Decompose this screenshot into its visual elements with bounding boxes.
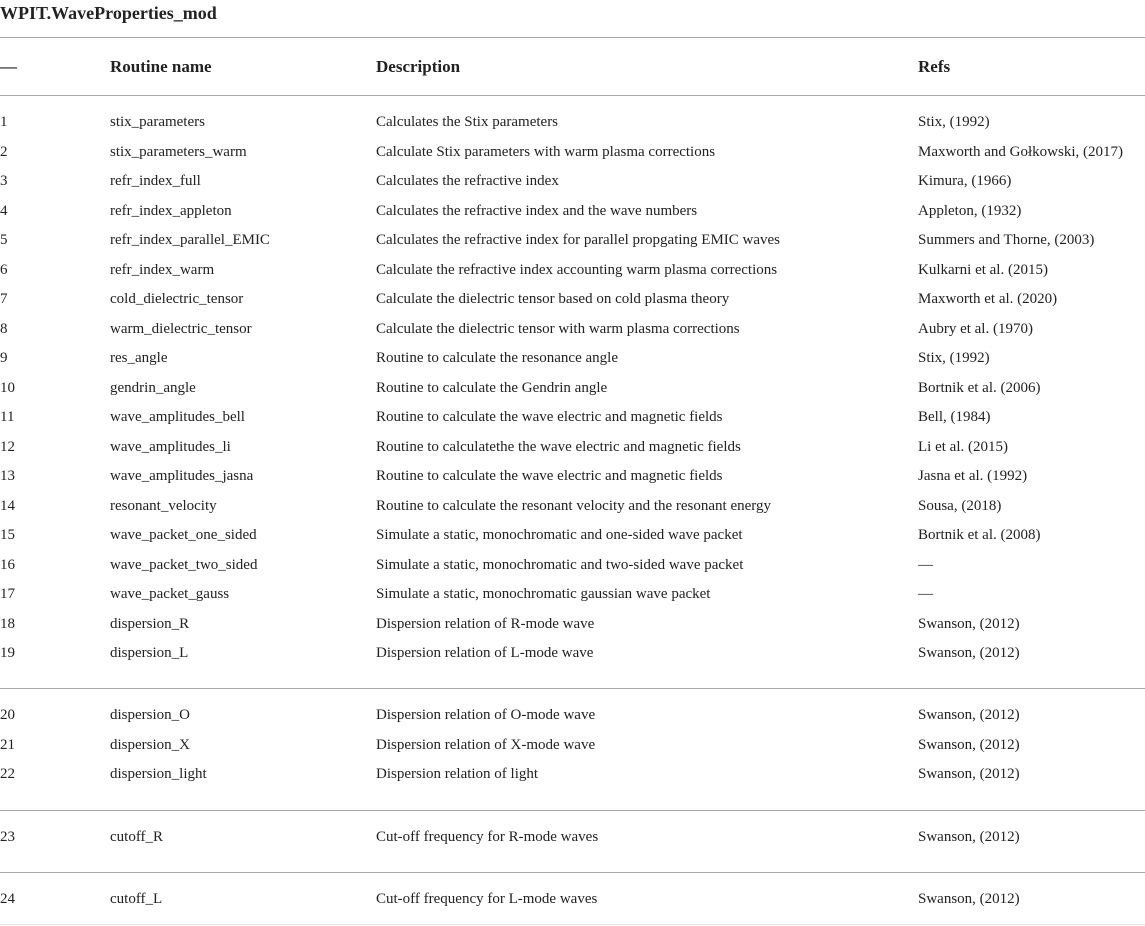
cell-description: Calculates the refractive index for parallel propgating EMIC waves [376,232,781,248]
table-row [0,167,1145,197]
table-row [0,521,1145,551]
cell-refs: Stix, (1992) [918,350,990,366]
cell-index: 12 [0,438,15,455]
cell-routine-name: cold_dielectric_tensor [110,291,244,307]
cell-description: Dispersion relation of O-mode wave [376,707,596,723]
table-row [0,374,1145,404]
table-group [0,810,1145,853]
cell-routine-name: wave_packet_one_sided [110,527,257,543]
cell-refs: Swanson, (2012) [918,891,1020,907]
cell-index: 6 [0,261,8,278]
table-row [0,256,1145,286]
header-description: Description [376,57,461,76]
cell-routine-name: refr_index_appleton [110,202,232,219]
cell-description: Cut-off frequency for R-mode waves [376,829,599,845]
cell-index: 4 [0,202,8,219]
table-group [0,872,1145,915]
cell-description: Dispersion relation of R-mode wave [376,615,595,632]
cell-refs: Aubry et al. (1970) [918,320,1033,337]
table-row [0,197,1145,227]
cell-routine-name: stix_parameters [110,114,205,130]
cell-refs: — [918,556,933,573]
cell-description: Simulate a static, monochromatic and two-sided wave packet [376,556,744,573]
cell-index: 18 [0,615,15,632]
cell-routine-name: resonant_velocity [110,497,217,514]
cell-index: 7 [0,291,8,307]
cell-routine-name: wave_amplitudes_li [110,438,231,455]
cell-routine-name: dispersion_light [110,766,207,782]
cell-index: 21 [0,736,15,753]
cell-routine-name: wave_packet_two_sided [110,556,258,573]
cell-routine-name: res_angle [110,350,168,366]
table-row [0,760,1145,790]
cell-routine-name: dispersion_O [110,707,190,723]
divider [0,37,1145,38]
table-row [0,138,1145,168]
cell-refs: Swanson, (2012) [918,829,1020,845]
cell-routine-name: stix_parameters_warm [110,143,247,160]
header-index: — [0,57,17,76]
table-row [0,580,1145,610]
table-group [0,688,1145,790]
cell-refs: Swanson, (2012) [918,766,1020,782]
cell-routine-name: dispersion_X [110,736,190,753]
cell-refs: Maxworth and Gołkowski, (2017) [918,143,1123,160]
table-row [0,701,1145,731]
cell-routine-name: refr_index_full [110,173,201,189]
header-routine-name: Routine name [110,57,212,76]
cell-refs: Li et al. (2015) [918,438,1008,455]
cell-description: Simulate a static, monochromatic and one-sided wave packet [376,527,743,543]
cell-description: Calculates the refractive index and the wave numbers [376,202,698,219]
cell-description: Calculate the dielectric tensor based on cold plasma theory [376,291,730,307]
cell-refs: Bortnik et al. (2008) [918,527,1041,543]
cell-description: Routine to calculate the resonance angle [376,350,618,366]
cell-routine-name: wave_amplitudes_bell [110,409,245,425]
table-row [0,315,1145,345]
table-title: WPIT.WaveProperties_mod [0,3,217,23]
cell-index: 22 [0,766,15,782]
cell-description: Dispersion relation of X-mode wave [376,736,596,753]
cell-index: 14 [0,497,15,514]
cell-refs: Bell, (1984) [918,409,991,425]
table-row [0,462,1145,492]
cell-description: Cut-off frequency for L-mode waves [376,891,598,907]
cell-description: Dispersion relation of L-mode wave [376,645,594,661]
cell-index: 20 [0,707,15,723]
table-row [0,433,1145,463]
cell-index: 9 [0,350,8,366]
cell-index: 19 [0,645,15,661]
cell-description: Routine to calculate the Gendrin angle [376,379,608,396]
cell-index: 17 [0,586,15,602]
cell-routine-name: wave_packet_gauss [110,586,230,602]
cell-refs: Swanson, (2012) [918,645,1020,661]
cell-refs: Summers and Thorne, (2003) [918,232,1095,248]
cell-refs: Swanson, (2012) [918,707,1020,723]
table-row [0,285,1145,315]
cell-description: Routine to calculate the wave electric and magnetic fields [376,409,723,425]
cell-refs: Jasna et al. (1992) [918,468,1028,484]
cell-index: 15 [0,527,15,543]
cell-refs: Swanson, (2012) [918,615,1020,632]
cell-description: Dispersion relation of light [376,766,539,782]
cell-description: Calculates the refractive index [376,173,559,189]
table-row [0,108,1145,138]
cell-refs: Sousa, (2018) [918,497,1002,514]
cell-refs: Kulkarni et al. (2015) [918,261,1048,278]
cell-routine-name: refr_index_parallel_EMIC [110,232,270,248]
cell-routine-name: gendrin_angle [110,379,196,396]
table-row [0,403,1145,433]
cell-description: Calculate the dielectric tensor with warm plasma corrections [376,320,740,337]
cell-index: 2 [0,143,8,160]
cell-index: 3 [0,173,8,189]
cell-refs: Bortnik et al. (2006) [918,379,1041,396]
header-refs: Refs [918,57,951,76]
cell-refs: Stix, (1992) [918,114,990,130]
cell-index: 24 [0,891,15,907]
cell-index: 13 [0,468,15,484]
cell-description: Calculate Stix parameters with warm plasma corrections [376,143,716,160]
cell-description: Routine to calculate the wave electric and magnetic fields [376,468,723,484]
cell-routine-name: cutoff_L [110,891,163,907]
cell-index: 10 [0,379,15,396]
cell-refs: Kimura, (1966) [918,173,1012,189]
cell-routine-name: cutoff_R [110,829,164,845]
cell-refs: Appleton, (1932) [918,202,1022,219]
table-header [0,52,1145,82]
table-row [0,226,1145,256]
cell-description: Simulate a static, monochromatic gaussian wave packet [376,586,711,602]
cell-description: Calculate the refractive index accounting warm plasma corrections [376,261,778,278]
cell-description: Routine to calculatethe the wave electric and magnetic fields [376,438,741,455]
cell-routine-name: wave_amplitudes_jasna [110,468,254,484]
table-row [0,731,1145,761]
cell-index: 11 [0,409,15,425]
cell-index: 8 [0,320,8,337]
table-row [0,551,1145,581]
cell-index: 23 [0,829,15,845]
cell-index: 5 [0,232,8,248]
table-row [0,823,1145,853]
table-group [0,95,1145,669]
divider [0,924,1145,925]
cell-routine-name: refr_index_warm [110,261,215,278]
cell-routine-name: dispersion_L [110,645,189,661]
cell-index: 1 [0,114,8,130]
table-row [0,344,1145,374]
cell-refs: Maxworth et al. (2020) [918,291,1058,307]
table-row [0,639,1145,669]
cell-refs: Swanson, (2012) [918,736,1020,753]
cell-routine-name: warm_dielectric_tensor [110,320,252,337]
cell-routine-name: dispersion_R [110,615,190,632]
cell-description: Calculates the Stix parameters [376,114,559,130]
table-row [0,885,1145,915]
cell-refs: — [918,586,933,602]
table-row [0,492,1145,522]
cell-description: Routine to calculate the resonant velocity and the resonant energy [376,497,772,514]
cell-index: 16 [0,556,15,573]
table-row [0,610,1145,640]
